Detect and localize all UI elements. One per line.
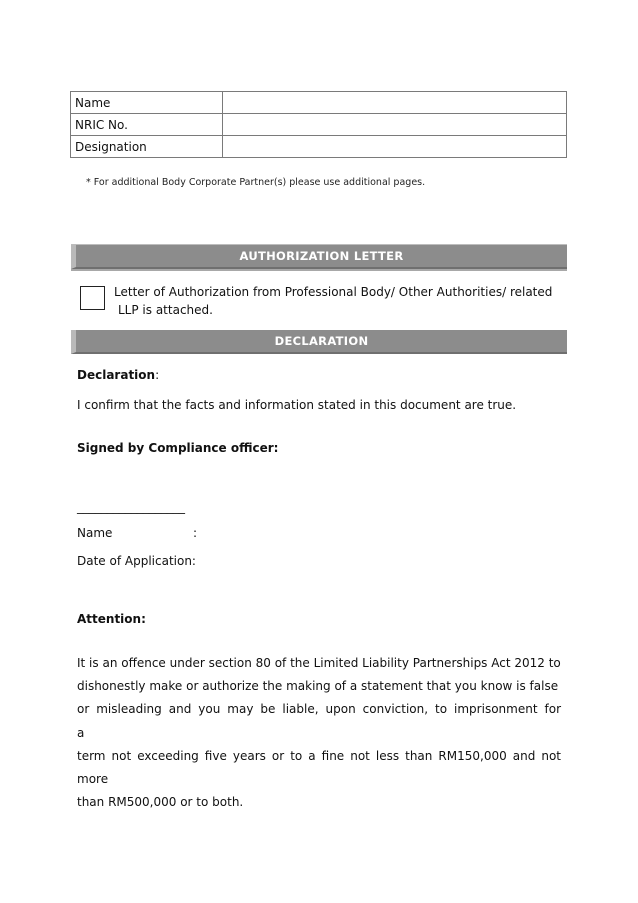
attention-heading: Attention:: [77, 612, 146, 626]
attention-line-1: It is an offence under section 80 of the Limited Liability Partnerships Act 2012 to: [77, 656, 561, 670]
attention-line-3: or misleading and you may be liable, upon conviction, to imprisonment for a: [77, 702, 561, 740]
authorization-letter-heading: AUTHORIZATION LETTER: [71, 245, 567, 269]
authorization-label-line-2: LLP is attached.: [118, 303, 213, 317]
signed-by-label: Signed by Compliance officer:: [77, 441, 279, 455]
name-value-cell[interactable]: [223, 92, 567, 114]
authorization-attached-checkbox[interactable]: [80, 286, 105, 310]
declaration-statement: I confirm that the facts and information stated in this document are true.: [77, 398, 517, 412]
name-colon: :: [193, 526, 198, 540]
declaration-label: [77, 368, 159, 382]
partner-details-table: [70, 91, 567, 158]
name-label-cell: Name: [71, 92, 223, 114]
additional-partner-note: * For additional Body Corporate Partner(s) please use additional pages.: [86, 177, 426, 188]
nric-value-cell[interactable]: [223, 114, 567, 136]
table-row: [71, 136, 567, 158]
attention-line-2: dishonestly make or authorize the making of a statement that you know is false: [77, 679, 559, 694]
table-row: [71, 114, 567, 136]
signature-line[interactable]: __________________: [77, 500, 185, 514]
declaration-label-colon: :: [155, 368, 160, 382]
date-of-application-label: Date of Application:: [77, 554, 196, 568]
attention-paragraph: [77, 652, 561, 814]
nric-label-cell: NRIC No.: [71, 114, 223, 136]
designation-value-cell[interactable]: [223, 136, 567, 158]
designation-label-cell: Designation: [71, 136, 223, 158]
authorization-label-line-1: Letter of Authorization from Professional Body/ Other Authorities/ related: [114, 285, 553, 299]
authorization-checkbox-label: [114, 283, 564, 319]
table-row: [71, 92, 567, 114]
name-label: Name: [77, 526, 113, 540]
authorization-band-underline: [71, 269, 567, 271]
attention-line-5: than RM500,000 or to both.: [77, 795, 244, 810]
declaration-heading: DECLARATION: [71, 330, 567, 354]
attention-line-4: term not exceeding five years or to a fine not less than RM150,000 and not more: [77, 748, 561, 787]
declaration-label-text: Declaration: [77, 368, 156, 382]
